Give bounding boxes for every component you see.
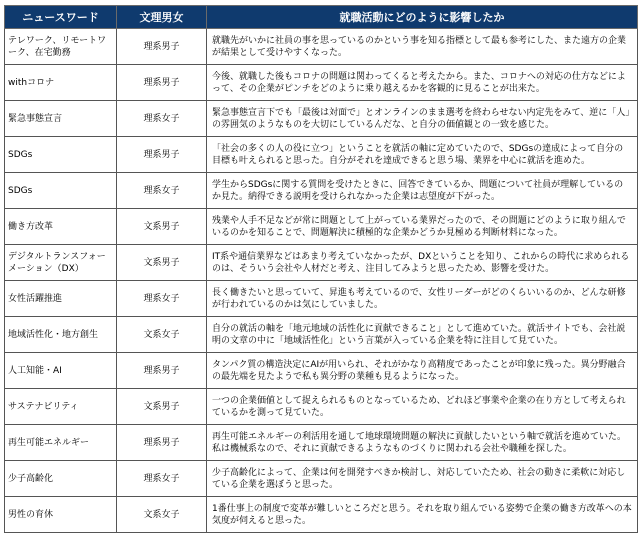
row-impact: タンパク質の構造決定にAIが用いられ、それがかなり高精度であったことが印象に残った。異分野融合の最先端を見たようで私も異分野の業種も見るようになった。 [207,353,638,389]
row-keyword: 少子高齢化 [5,461,117,497]
row-category: 理系女子 [117,173,207,209]
row-impact: 緊急事態宣言下でも「最後は対面で」とオンラインのまま選考を終わらせない内定先をみて、逆に「人」の雰囲気のようなものを大切にしているんだな、と自分の価値観との一致を感じた。 [207,101,638,137]
row-impact: 再生可能エネルギーの利活用を通して地球環境問題の解決に貢献したいという軸で就活を進めていた。私は機械系なので、それに貢献できるようなものづくりに関われる会社や職種を探した。 [207,425,638,461]
row-keyword: withコロナ [5,65,117,101]
table-row [5,245,638,281]
row-impact: 就職先がいかに社員の事を思っているのかという事を知る指標として最も参考にした、また遠方の企業が結果として受けやすくなった。 [207,29,638,65]
row-category: 理系女子 [117,281,207,317]
row-category: 理系男子 [117,353,207,389]
table-header-row [5,6,638,29]
table-row [5,425,638,461]
row-category: 理系男子 [117,29,207,65]
row-impact: IT系や通信業界などはあまり考えていなかったが、DXということを知り、これからの時代に求められるのは、そういう会社や人材だと考え、注目してみようと思ったため、影響を受けた。 [207,245,638,281]
row-impact: 長く働きたいと思っていて、昇進も考えているので、女性リーダーがどのくらいいるのか、どんな研修が行われているのかは気にしていました。 [207,281,638,317]
table-row [5,137,638,173]
row-impact: 自分の就活の軸を「地元地域の活性化に貢献できること」として進めていた。就活サイトでも、会社説明の文章の中に「地域活性化」という言葉が入っている企業を特に注目して見ていた。 [207,317,638,353]
header-impact: 就職活動にどのように影響したか [207,6,638,29]
table-row [5,65,638,101]
row-category: 文系男子 [117,245,207,281]
header-keyword: ニュースワード [5,6,117,29]
row-category: 文系女子 [117,497,207,533]
row-impact: 1番仕事上の制度で変革が難しいところだと思う。それを取り組んでいる姿勢で企業の働き方改革への本気度が伺えると思った。 [207,497,638,533]
table-row [5,101,638,137]
row-category: 理系男子 [117,425,207,461]
row-impact: 今後、就職した後もコロナの問題は関わってくると考えたから。また、コロナへの対応の仕方などによって、その企業がピンチをどのように乗り越えるかを客観的に見ることが出来た。 [207,65,638,101]
row-category: 文系女子 [117,317,207,353]
row-category: 文系男子 [117,389,207,425]
row-keyword: SDGs [5,173,117,209]
row-keyword: 再生可能エネルギー [5,425,117,461]
table-row [5,353,638,389]
news-impact-table-container [4,5,637,533]
row-category: 理系男子 [117,137,207,173]
table-row [5,317,638,353]
table-row [5,209,638,245]
row-keyword: 人工知能・AI [5,353,117,389]
row-keyword: テレワーク、リモートワーク、在宅勤務 [5,29,117,65]
row-keyword: 地域活性化・地方創生 [5,317,117,353]
news-impact-table [4,5,638,533]
row-category: 理系女子 [117,461,207,497]
table-row [5,281,638,317]
table-row [5,173,638,209]
row-impact: 一つの企業価値として捉えられるものとなっているため、どれほど事業や企業の在り方として考えられているかを測って見ていた。 [207,389,638,425]
row-category: 文系男子 [117,209,207,245]
table-row [5,389,638,425]
row-keyword: 女性活躍推進 [5,281,117,317]
row-impact: 少子高齢化によって、企業は何を開発すべきか検討し、対応していたため、社会の動きに柔軟に対応している企業を選ぼうと思った。 [207,461,638,497]
header-category: 文理男女 [117,6,207,29]
row-impact: 学生からSDGsに関する質問を受けたときに、回答できているか、問題について社員が理解しているのか見た。納得できる説明を受けられなかった企業は志望度が下がった。 [207,173,638,209]
table-row [5,461,638,497]
row-keyword: 働き方改革 [5,209,117,245]
table-row [5,29,638,65]
row-category: 理系男子 [117,65,207,101]
table-row [5,497,638,533]
row-keyword: 男性の育休 [5,497,117,533]
row-category: 理系女子 [117,101,207,137]
row-keyword: デジタルトランスフォーメーション（DX） [5,245,117,281]
row-keyword: 緊急事態宣言 [5,101,117,137]
row-impact: 残業や人手不足などが常に問題として上がっている業界だったので、その問題にどのように取り組んでいるのかを知ることで、問題解決に積極的な企業かどうか見極める判断材料になった。 [207,209,638,245]
row-impact: 「社会の多くの人の役に立つ」ということを就活の軸に定めていたので、SDGsの達成によって自分の目標も叶えられると思った。自分がそれを達成できると思う場、業界を中心に就活を進めた。 [207,137,638,173]
row-keyword: サステナビリティ [5,389,117,425]
row-keyword: SDGs [5,137,117,173]
